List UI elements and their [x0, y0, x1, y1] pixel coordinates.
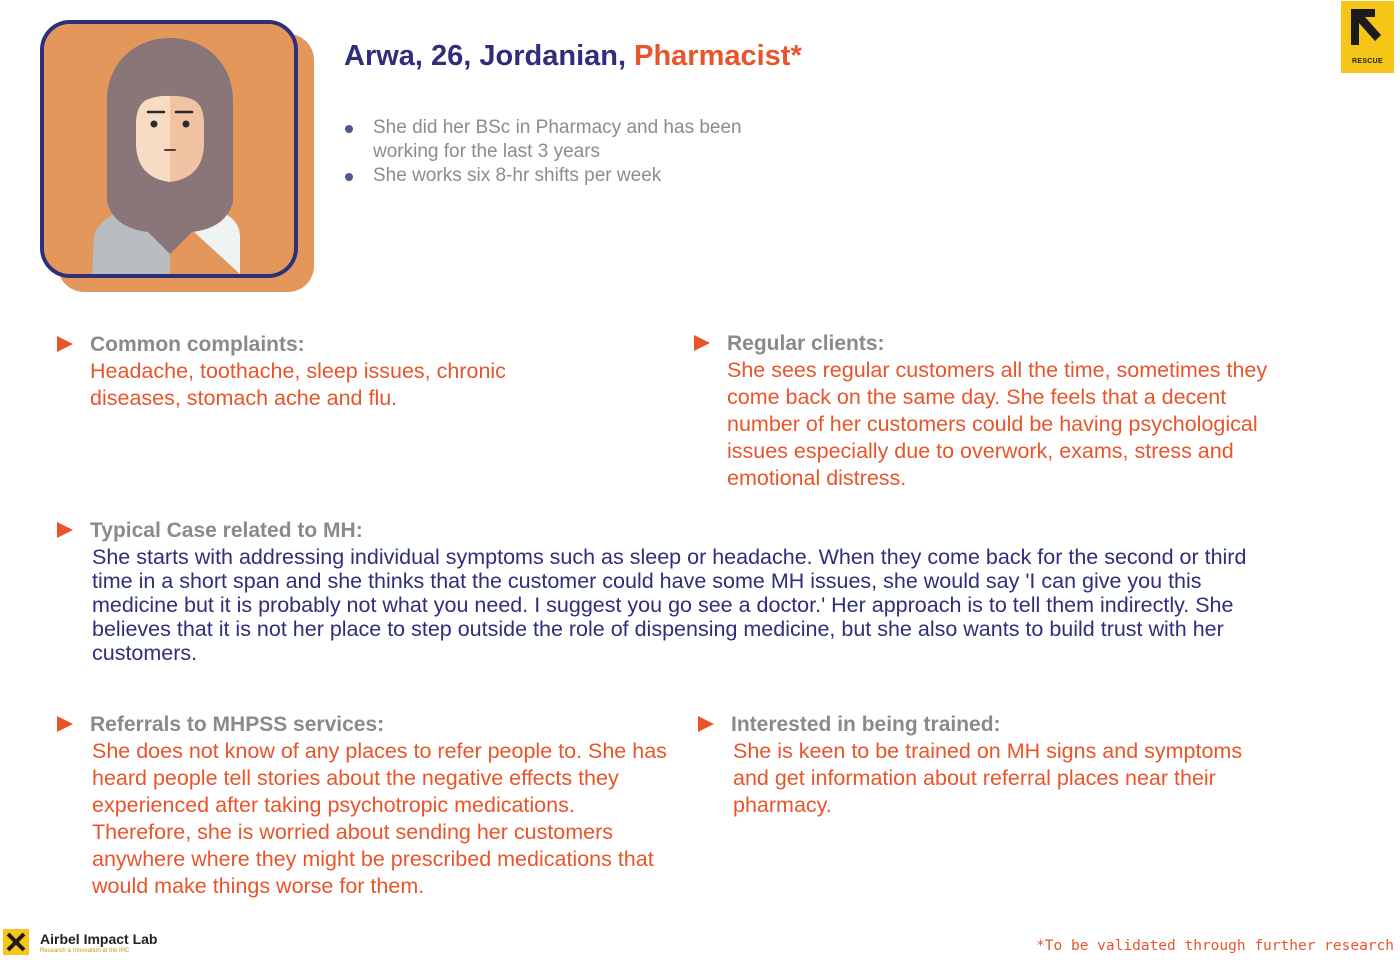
arrow-right-icon: [57, 336, 73, 352]
irc-logo-text: RESCUE: [1352, 58, 1383, 65]
section-body: Headache, toothache, sleep issues, chronic diseases, stomach ache and flu.: [90, 359, 506, 410]
summary-item: She did her BSc in Pharmacy and has been working for the last 3 years: [344, 116, 804, 164]
airbel-x-icon: [3, 929, 29, 955]
avatar: [40, 20, 298, 278]
arrow-right-icon: [57, 522, 73, 538]
section-label: Common complaints:: [90, 333, 305, 356]
section-label: Regular clients:: [727, 332, 885, 355]
airbel-logo-name: Airbel Impact Lab: [40, 931, 158, 947]
persona-name: Arwa, 26, Jordanian,: [344, 40, 627, 72]
section-body: She does not know of any places to refer people to. She has heard people tell stories about the negative effects they experienced after taking psychotropic medications. Therefore, she is worried about sending her customers anywhere where they might be prescribed medications that would make things worse for them.: [92, 739, 667, 898]
arrow-right-icon: [57, 716, 73, 732]
persona-title: [344, 40, 802, 73]
summary-item: She works six 8-hr shifts per week: [344, 164, 804, 188]
section-body: She sees regular customers all the time, sometimes they come back on the same day. She feels that a decent number of her customers could be having psychological issues especially due to overwork, exams, stress and emotional distress.: [727, 358, 1268, 490]
irc-logo-icon: [1341, 1, 1394, 73]
section-label: Referrals to MHPSS services:: [90, 713, 385, 736]
arrow-right-icon: [698, 716, 714, 732]
section-label: Typical Case related to MH:: [90, 519, 363, 542]
section-body: She starts with addressing individual symptoms such as sleep or headache. When they come back for the second or third time in a short span and she thinks that the customer could have some MH issues, she would say 'I can give you this medicine but it is probably not what you need. I suggest you go see a doctor.' Her approach is to tell them indirectly. She believes that it is not her place to step outside the role of dispensing medicine, but she also wants to build trust with her customers.: [92, 545, 1247, 665]
airbel-logo-subtitle: Research & Innovation at the IRC: [40, 948, 130, 954]
arrow-right-icon: [694, 335, 710, 351]
footnote: *To be validated through further research: [1036, 938, 1394, 954]
persona-role: Pharmacist*: [634, 40, 802, 72]
section-body: She is keen to be trained on MH signs and symptoms and get information about referral places near their pharmacy.: [733, 739, 1243, 817]
section-label: Interested in being trained:: [731, 713, 1001, 736]
persona-summary-list: [344, 116, 804, 188]
woman-hijab-avatar-icon: [44, 24, 294, 274]
